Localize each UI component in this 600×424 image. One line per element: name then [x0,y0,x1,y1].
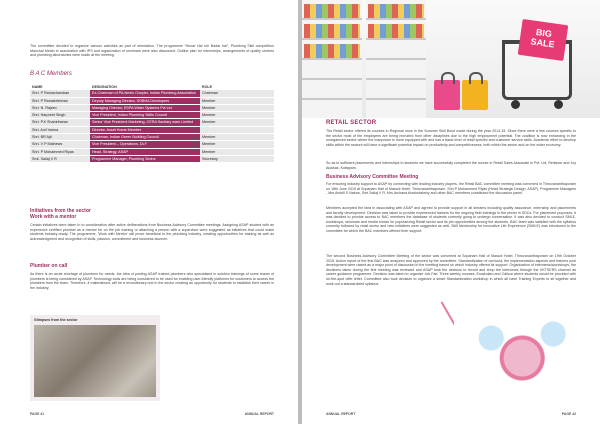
photo-panel [30,315,160,401]
table-row [30,134,274,141]
table-row [30,148,274,155]
member-designation: Managing Director, ESPA Water Systems Pvt Ltd. [90,104,200,111]
member-designation: Director, Asset Home Member [90,126,200,133]
left-footer [30,412,274,416]
member-name: Shri. Harpreet Singh [30,112,90,119]
table-row [30,112,274,119]
shelf-goods [304,24,360,38]
page-number: PAGE 42 [561,412,576,416]
photo-caption: Glimpses from the sector [34,318,78,322]
member-name: Shri. BR Ajit [30,134,90,141]
header-role: ROLE [202,85,212,89]
table-row [30,119,274,126]
member-role: Secretary [200,155,274,162]
member-role: Member [200,112,274,119]
table-row [30,126,274,133]
member-name: Shri. P Mohammed Riyas [30,148,90,155]
shelf-goods [368,24,424,38]
badge-line1: BIG [535,27,553,40]
cart-wheel [554,100,563,109]
member-designation: Senior Vice President Marketing, CERA Sanitary ware Limited [90,119,200,126]
plumbing-photo [34,325,156,397]
shelf-goods [304,44,360,58]
plumber-on-call-paragraph: As there is an acute shortage of plumbers for needs, the idea of posting ASAP trained plumbers who specialised in solution trainings of some teams of plumbers is being considered by ASAP. Technology tools are being considered to be used for enabling user-friendly platforms for customers to access the plumbers from the team. Therefore, if materialised, will be a revolutionary one in the sector creating an opportunity for students to establish their career in the industry. [30,272,274,290]
right-page [302,0,600,424]
member-role: Member [200,148,274,155]
right-footer [326,412,576,416]
member-designation: Vice President – Operations, DLF [90,141,200,148]
intro-paragraph: The committee decided to organize various activities as part of orientation. The programme “Hunar Hai toh Badar hai”, Plumbing Skill competition Mauchal Melan in association with IPS and organization of seminars were also discussed. Outline plan for internships, arrangements of quality centres and plumbing laboratories were made at the meeting. [30,44,274,58]
shelf-goods [304,4,360,18]
header-name: NAME [32,85,43,89]
member-name: Shri. P Ramachandran [30,90,90,97]
big-sale-badge [518,19,569,61]
member-name: Shri. P.K Shahidharan [30,119,90,126]
badge-line2: SALE [529,36,556,50]
member-role: Member [200,134,274,141]
member-designation: Programme Manager, Plumbing Sector [90,155,200,162]
computer-mouse-image [454,314,578,394]
member-name: Smt. Sailaj V R [30,155,90,162]
member-name: Shri. V P Mathews [30,141,90,148]
member-role [200,126,274,133]
member-role: Member [200,119,274,126]
member-designation: Chairman, Indian Green Building Council [90,134,200,141]
member-name: Shri. N. Rajeev [30,104,90,111]
footer-label: ANNUAL REPORT [326,412,356,416]
left-page [0,0,298,424]
table-row [30,104,274,111]
page-number: PAGE 41 [30,412,45,416]
cart-wheel [511,100,520,109]
bac-paragraph-2: Members accepted the idea in associating with ASAP and agreed to provide support in all streams including quality assurance, internship and placements and faculty development. Decision was taken to provide experienced trainers for the ongoing field trainings in the sector in SDCs. For placement purposes, it was decided to provide access to BAC members the database of students currently going to undergo conversation. It was also decided to conduct SMLE, workshops, seminars and media shows for popularizing Retail sector and its job opportunities among the students. BAC team was satisfied with the syllabus currently followed by retail sector and new initiatives were suggested as well. Skill Mentorship for innovative Life Experience (SMILE) was introduced to the committee for which the BAC members offered their support. [326,206,576,233]
member-role: Member [200,104,274,111]
member-role: Chairman [200,90,274,97]
member-role: Member [200,141,274,148]
retail-sector-title: RETAIL SECTOR [326,120,377,126]
member-designation: Ex-Chairman of PA-Neels Chapter, Indian Plumbing Association [90,90,200,97]
bac-members-label: B A C Members [30,71,72,77]
table-row [30,141,274,148]
table-row [30,90,274,97]
member-designation: Vice President, Indian Plumbing Skills Council [90,112,200,119]
shelf-goods [368,4,424,18]
member-role: Member [200,97,274,104]
mentor-paragraph: Certain initiatives were taken in to consideration after active deliberations from Business Advisory Committee meetings. Assigning ASAP student with an experience certified plumber as a mentor for on the job training or attaching a person with a supervisor were suggested as initiatives that could make students industry-ready. The programme, ‘Work with Mentor’ will prove beneficial to the plumbing industry, creating opportunities for training as well as acknowledgment and recognition of skills, passion, commitment and business acumen. [30,223,274,241]
table-row [30,155,274,162]
footer-label: ANNUAL REPORT [244,412,274,416]
work-with-mentor-heading: Work with a mentor [30,214,77,220]
header-designation: DESIGNATION [92,85,117,89]
table-row [30,97,274,104]
bac-paragraph-3: The second Business Advisory Committee Meeting of the sector was convened at Sopanam Hall of Mascot Hotel, Thiruvananthapuram on 19th October 2015. Action report of the first BAC was analyzed and approved by the committee. Standardization of curricula, the implementation aspects and trainers pool development were raised as a major point of discussion in the meeting based on which industry offered its support. Organization of interviews/workshops, the decisions taken during the first meeting was reviewed and ASAP took the decision to recruit and shop the interviews through the VKTSERS channel as career guidance programme. Decision was taken to organize Job Fair. Three weekly courses, Emakulam and Calicut where students would be provided with on-the-spot offer letter. Committee also took decision to organize a smart Standardization workshop in which all have Training Experts to sit together and work out a standardized syllabus. [326,254,576,286]
member-name: Shri. Anil Varma [30,126,90,133]
member-designation: Head, Strategy, ASAP [90,148,200,155]
bac-members-table [30,84,274,163]
plumber-on-call-heading: Plumber on call [30,263,68,269]
bac-meeting-heading: Business Advisory Committee Meeting [326,174,419,180]
bac-paragraph-1: For ensuring industry support to ASAP by connecting with leading industry players, the Retail BAC committee meeting was convened in Thiruvananthapuram on 18th June 2015 at Sopanam Hall of Mascot Hotel, Thiruvananthapuram. Shri P Mohammed Riyas (Head Strategic Design, ASAP), Programme Managers - Mrs Ambili S Nairan, Smt Sailaj V R, Mrs Archana Aravindakshy and other BAC members constituted the discussion panel. [326,182,576,196]
member-name: Shri. P Ramakrishnan [30,97,90,104]
initiatives-heading: Initiatives from the sector [30,208,91,214]
retail-paragraph: The Retail sector offered its courses in Regional once in the Summer Skill Bond made during the year 2014-15. Since there were a few courses specific to the sector most of the employees are being recruited from other disciplines due to the high employment potential. The coalition is now enhancing in the unorganized sector where the manpower is more equipped with and has a basic level of retail specific and customer service skills. Academic effort to develop skills within the sectors will have a significant potential impact on productivity and competitiveness, both within the sector and on the wider economy. [326,129,576,147]
retail-paragraph-2: So as to sufficient placements and internships to students we have successfully completed the course in Retail Sales Associate in Pvt. Ltd, Reliance and Joy Alukkas, Kottayam. [326,161,576,170]
retail-hero-image [302,0,600,118]
shopping-bag-icon [434,80,460,110]
member-designation: Deputy Managing Director, SOBHA Developers [90,97,200,104]
shopping-bag-icon [462,80,488,110]
